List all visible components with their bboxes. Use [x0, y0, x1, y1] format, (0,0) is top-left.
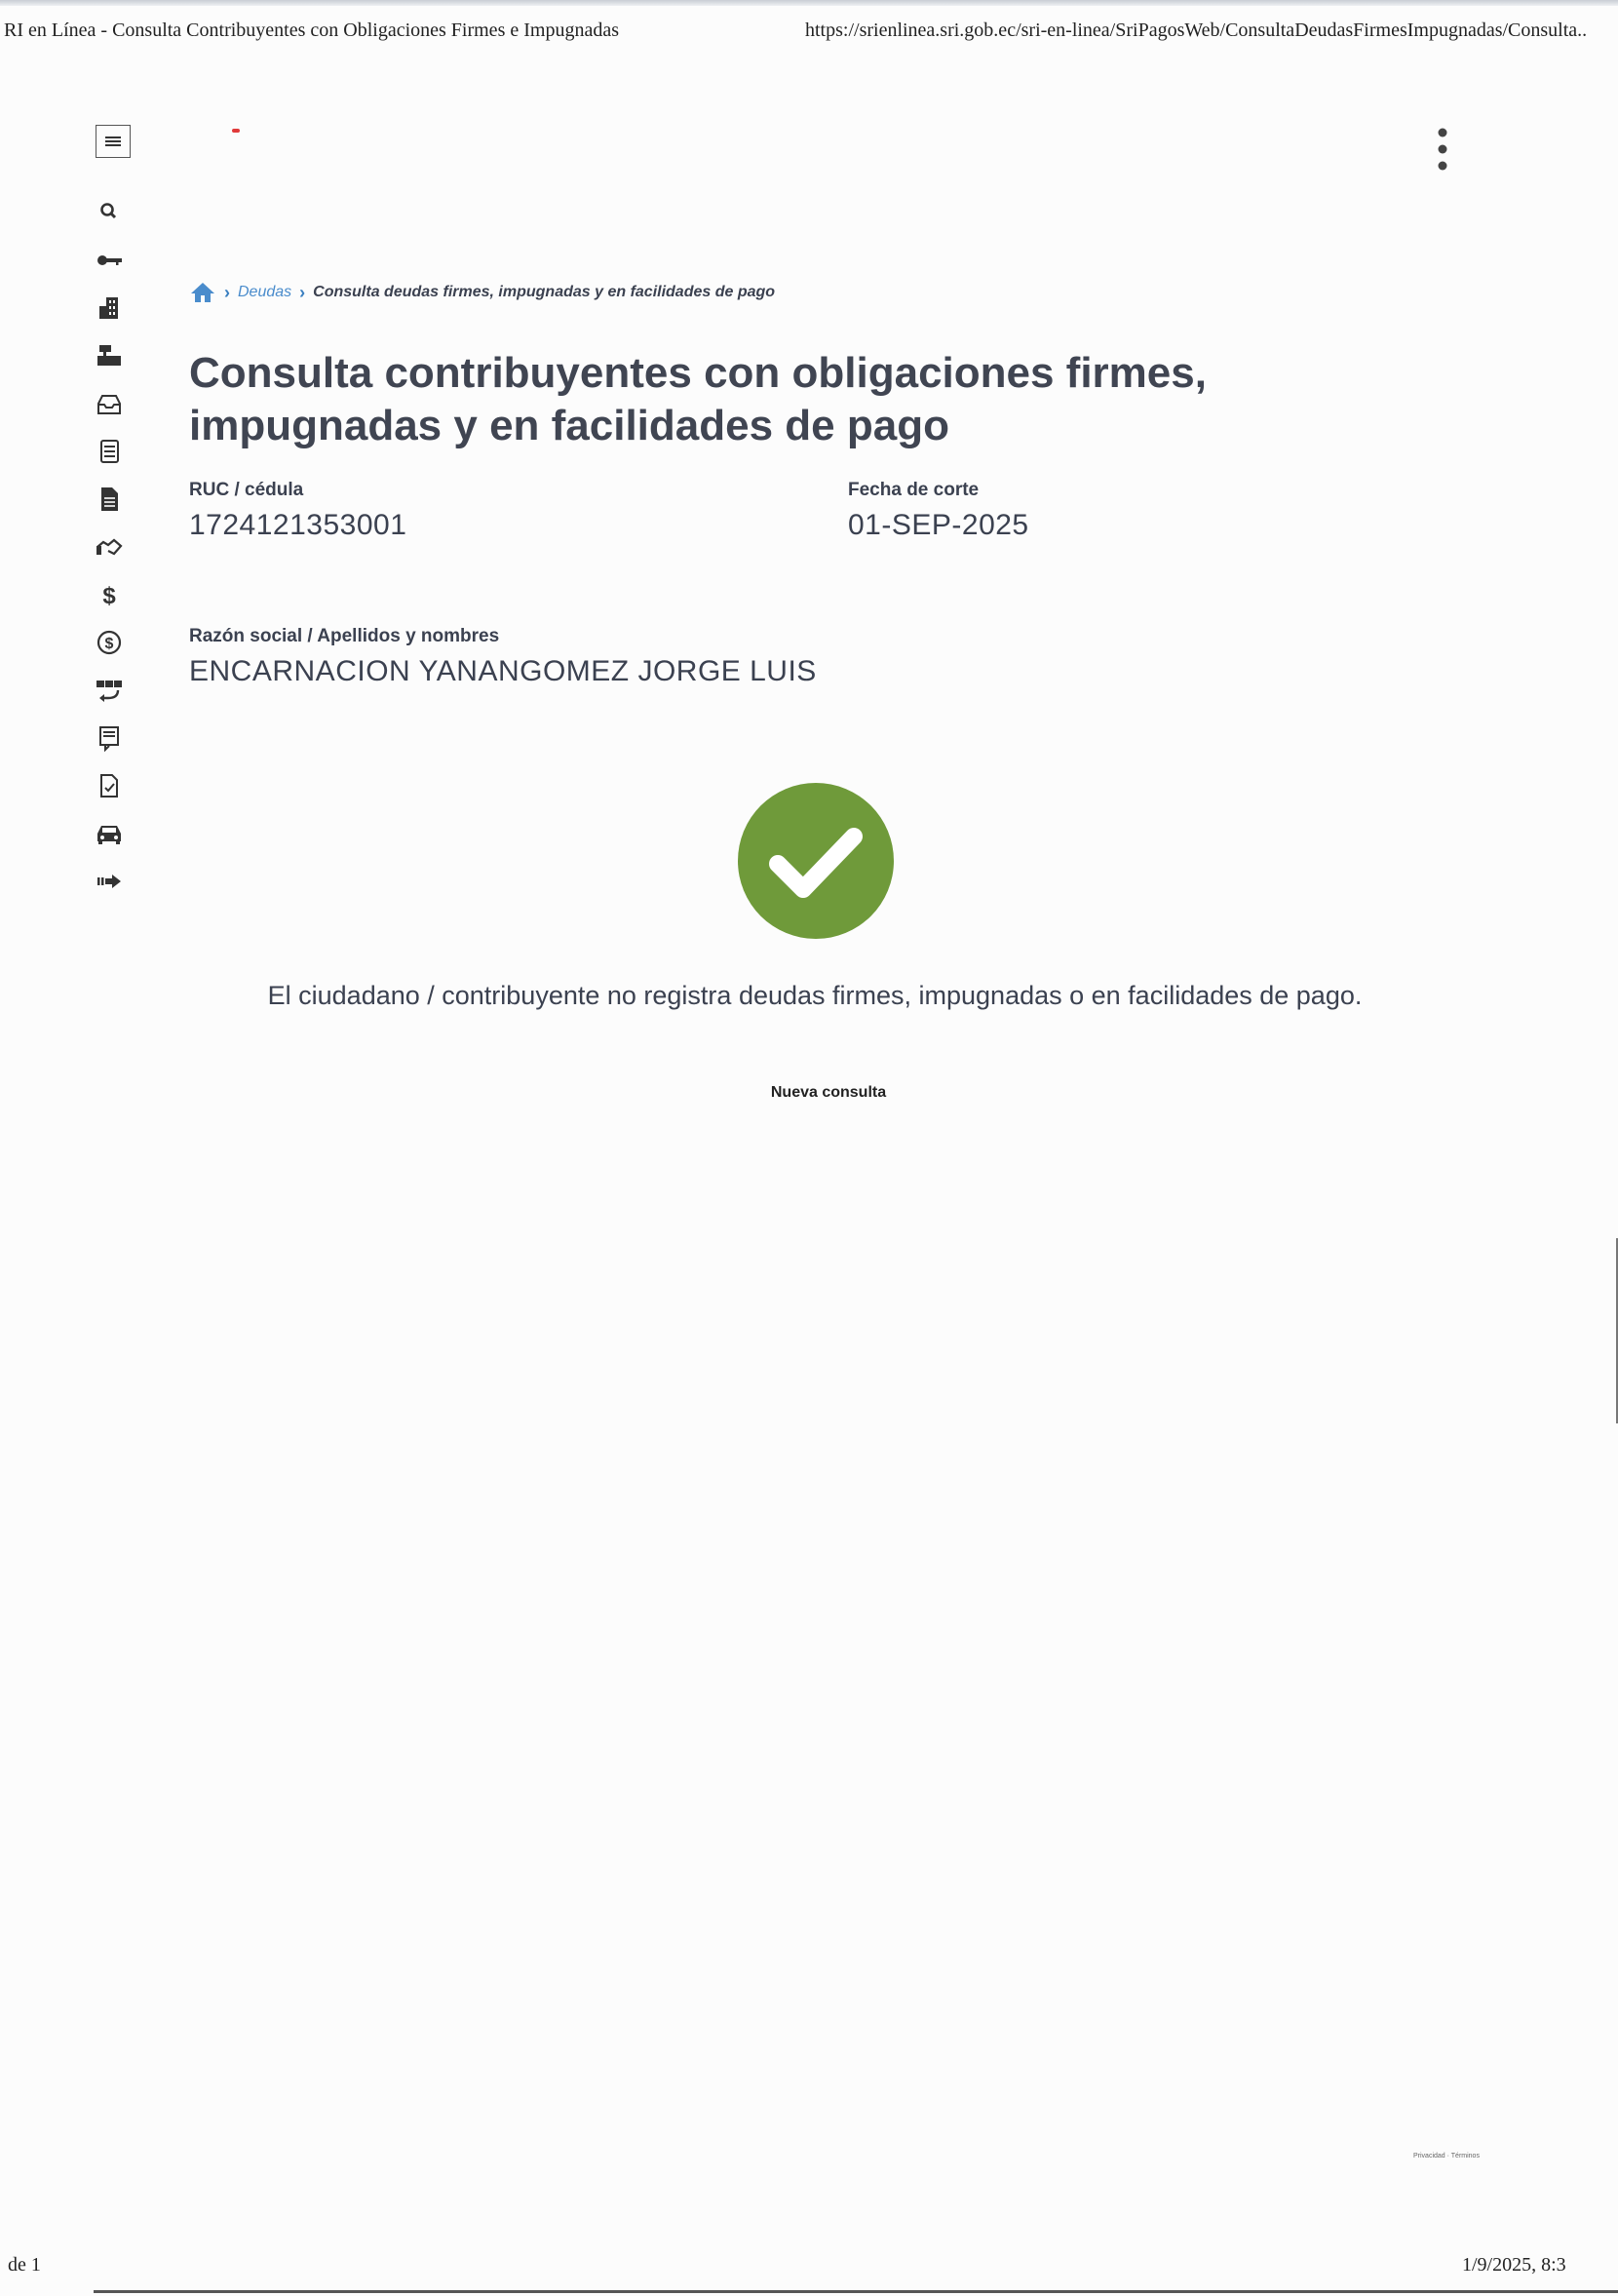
ruc-label: RUC / cédula: [189, 480, 304, 500]
document-list-icon[interactable]: [86, 435, 133, 468]
print-page-title: RI en Línea - Consulta Contribuyentes con Obligaciones Firmes e Impugnadas: [4, 19, 619, 41]
dollar-circle-icon[interactable]: [86, 626, 133, 659]
exchange-icon[interactable]: [86, 674, 133, 707]
print-page-url: https://srienlinea.sri.gob.ec/sri-en-linea/SriPagosWeb/ConsultaDeudasFirmesImpugnadas/Consulta..: [805, 19, 1588, 41]
print-header: [0, 19, 1618, 43]
chevron-right-icon: ›: [299, 282, 306, 302]
page-bottom-edge: [94, 2290, 1618, 2293]
fecha-corte-label: Fecha de corte: [848, 480, 980, 500]
print-footer: [0, 2254, 1618, 2277]
car-icon[interactable]: [86, 817, 133, 850]
search-icon[interactable]: [86, 195, 133, 228]
logo-fragment: [232, 129, 240, 133]
inbox-icon[interactable]: [86, 387, 133, 420]
ruc-value: 1724121353001: [189, 509, 407, 541]
more-options-icon[interactable]: [1431, 127, 1454, 172]
dollar-icon[interactable]: [86, 578, 133, 611]
fecha-corte-value: 01-SEP-2025: [848, 509, 1029, 541]
document-icon[interactable]: [86, 483, 133, 516]
page-title: Consulta contribuyentes con obligaciones firmes, impugnadas y en facilidades de pago: [189, 349, 1207, 449]
cash-register-icon[interactable]: [86, 339, 133, 372]
svg-text:$: $: [102, 583, 116, 608]
hamburger-menu-button[interactable]: [96, 125, 131, 158]
key-icon[interactable]: [86, 244, 133, 277]
result-message: El ciudadano / contribuyente no registra deudas firmes, impugnadas o en facilidades de pago.: [267, 981, 1363, 1010]
footer-links[interactable]: Privacidad · Términos: [1413, 2153, 1480, 2160]
handshake-icon[interactable]: [86, 530, 133, 564]
success-check-icon: [737, 782, 895, 940]
breadcrumb-current: Consulta deudas firmes, impugnadas y en facilidades de pago: [313, 284, 776, 300]
svg-text:$: $: [104, 636, 114, 652]
print-page-number: de 1: [8, 2254, 41, 2276]
hamburger-icon: [103, 133, 123, 150]
breadcrumb: [189, 279, 775, 306]
chevron-right-icon: ›: [224, 282, 230, 302]
new-query-button[interactable]: Nueva consulta: [731, 1084, 926, 1102]
receipt-icon[interactable]: [86, 721, 133, 755]
razon-social-value: ENCARNACION YANANGOMEZ JORGE LUIS: [189, 655, 817, 687]
window-top-edge: [0, 0, 1618, 6]
arrow-right-icon[interactable]: [86, 865, 133, 898]
print-datetime: 1/9/2025, 8:3: [1462, 2254, 1566, 2276]
home-icon[interactable]: [189, 281, 216, 304]
file-check-icon[interactable]: [86, 769, 133, 802]
building-icon[interactable]: [86, 292, 133, 325]
breadcrumb-link-deudas[interactable]: Deudas: [238, 284, 292, 300]
razon-social-label: Razón social / Apellidos y nombres: [189, 626, 500, 646]
